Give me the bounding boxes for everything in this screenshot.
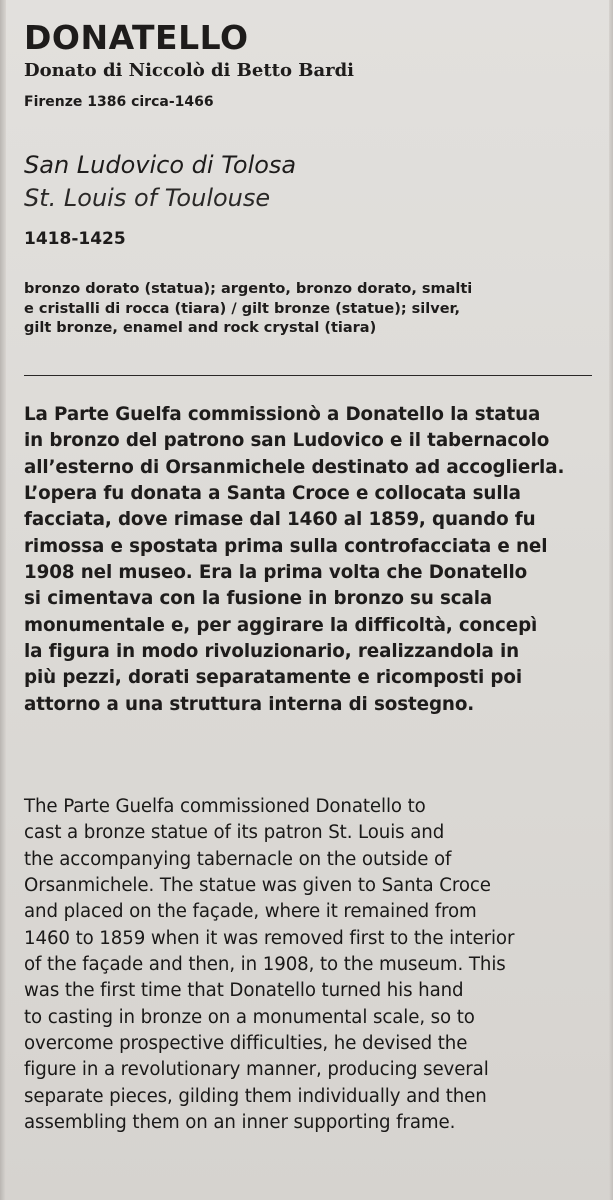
panel-left-edge <box>0 0 6 1200</box>
artist-life-dates: Firenze 1386 circa-1466 <box>24 94 214 110</box>
panel-right-edge <box>609 0 613 1200</box>
artist-name: DONATELLO <box>24 18 249 57</box>
work-materials: bronzo dorato (statua); argento, bronzo dorato, smalti e cristalli di rocca (tiara) / gilt bronze (statue); silver, gilt bronze, enamel and rock crystal (tiara) <box>24 281 473 336</box>
description-italian: La Parte Guelfa commissionò a Donatello la statua in bronzo del patrono san Ludovico e il tabernacolo all’esterno di Orsanmichele destinato ad accoglierla. L’opera fu donata a Santa Croce e collocata sulla facciata, dove rimase dal 1460 al 1859, quando fu rimossa e spostata prima sulla controfacciata e nel 1908 nel museo. Era la prima volta che Donatello si cimentava con la fusione in bronzo su scala monumentale e, per aggirare la difficoltà, concepì la figura in modo rivoluzionario, realizzandola in più pezzi, dorati separatamente e ricomposti poi attorno a una struttura interna di sostegno. <box>24 404 565 715</box>
work-title-english: St. Louis of Toulouse <box>24 184 271 212</box>
work-title-italian: San Ludovico di Tolosa <box>24 151 297 179</box>
artist-full-name: Donato di Niccolò di Betto Bardi <box>24 60 355 81</box>
divider <box>24 375 592 376</box>
description-english: The Parte Guelfa commissioned Donatello to cast a bronze statue of its patron St. Louis and the accompanying tabernacle on the outside of Orsanmichele. The statue was given to Santa Croce and placed on the façade, where it remained from 1460 to 1859 when it was removed first to the interior of the façade and then, in 1908, to the museum. This was the first time that Donatello turned his hand to casting in bronze on a monumental scale, so to overcome prospective difficulties, he devised the figure in a revolutionary manner, producing several separate pieces, gilding them individually and then assembling them on an inner supporting frame. <box>24 796 515 1134</box>
work-dates: 1418-1425 <box>24 229 126 249</box>
